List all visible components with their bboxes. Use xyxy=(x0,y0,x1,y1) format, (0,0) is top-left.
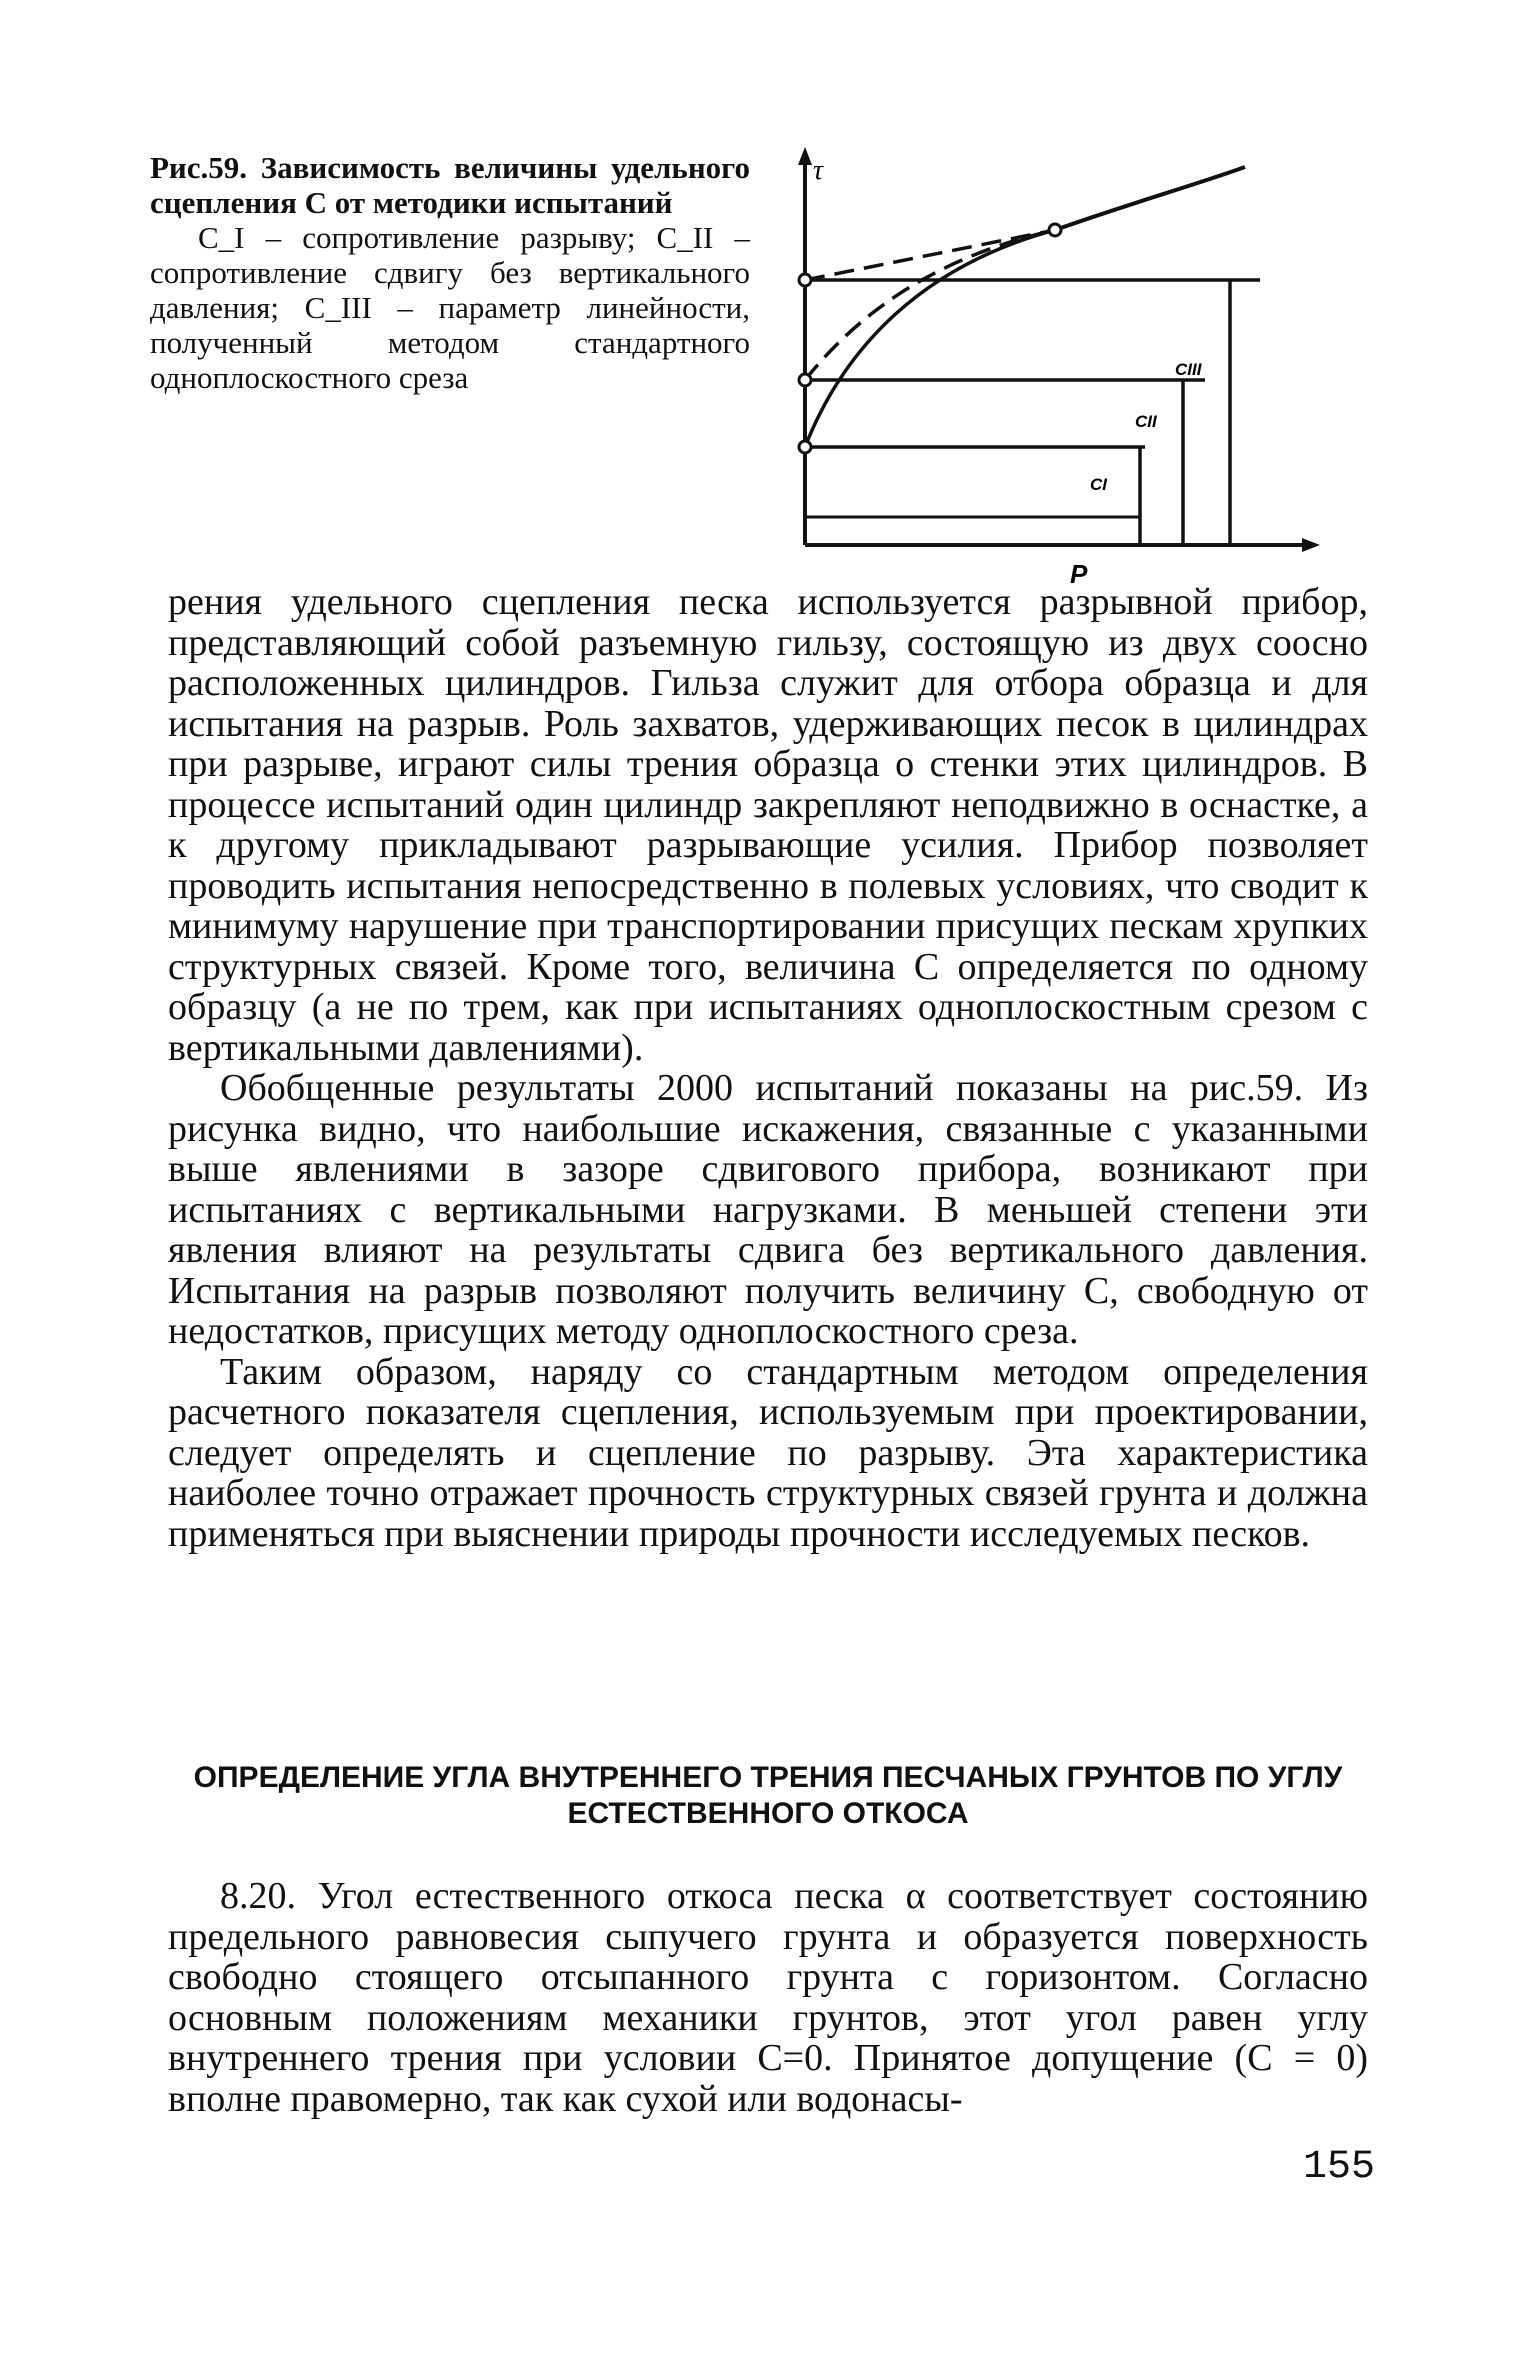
tau-axis-label: τ xyxy=(813,155,824,186)
dashed-c3 xyxy=(805,230,1055,280)
page-number: 155 xyxy=(1302,2145,1375,2190)
shear-envelope-line xyxy=(1055,167,1245,230)
caption-title: Рис.59. Зависимость величины удельного сцепления С от методики испытаний xyxy=(150,150,750,220)
c2-label: CII xyxy=(1135,412,1157,431)
c1-label: CI xyxy=(1090,475,1107,494)
figure-59 xyxy=(785,145,1345,589)
point-c3 xyxy=(799,274,811,286)
section-heading: ОПРЕДЕЛЕНИЕ УГЛА ВНУТРЕННЕГО ТРЕНИЯ ПЕСЧАНЫХ ГРУНТОВ ПО УГЛУ ЕСТЕСТВЕННОГО ОТКОСА xyxy=(193,1761,1343,1830)
cohesion-diagram xyxy=(785,145,1345,589)
figure-caption xyxy=(150,150,750,395)
p-axis-arrow xyxy=(1302,538,1320,552)
rupture-curve xyxy=(805,230,1055,447)
caption-legend: C_I – сопротивление разрыву; C_II – сопротивление сдвигу без вертикального давления; C_III – параметр линейности, полученный методом стандартного одноплоскостного среза xyxy=(150,220,750,395)
dashed-c2 xyxy=(805,230,1055,380)
paragraph-8-20: 8.20. Угол естественного откоса песка α соответствует состоянию предельного равновесия сыпучего грунта и образуется поверхность свободно стоящего отсыпанного грунта с горизонтом. Согласно основным положениям механики грунтов, этот угол равен углу внутреннего трения при условии С=0. Принятое допущение (С = 0) вполне правомерно, так как сухой или водонасы- xyxy=(168,1875,1368,2120)
section-text xyxy=(168,1876,1368,2119)
paragraph-2: Обобщенные результаты 2000 испытаний показаны на рис.59. Из рисунка видно, что наибольшие искажения, связанные с указанными выше явлениями в зазоре сдвигового прибора, возникают при испытаниях с вертикальными нагрузками. В меньшей степени эти явления влияют на результаты сдвига без вертикального давления. Испытания на разрыв позволяют получить величину С, свободную от недостатков, присущих методу одноплоскостного среза. xyxy=(168,1067,1368,1352)
p-axis-label: P xyxy=(1070,559,1088,589)
point-c1 xyxy=(799,441,811,453)
paragraph-1: рения удельного сцепления песка используется разрывной прибор, представляющий собой разъемную гильзу, состоящую из двух соосно расположенных цилиндров. Гильза служит для отбора образца и для испытания на разрыв. Роль захватов, удерживающих песок в цилиндрах при разрыве, играют силы трения образца о стенки этих цилиндров. В процессе испытаний один цилиндр закрепляют неподвижно в оснастке, а к другому прикладывают разрывающие усилия. Прибор позволяет проводить испытания непосредственно в полевых условиях, что сводит к минимуму нарушение при транспортировании присущих пескам хрупких структурных связей. Кроме того, величина С определяется по одному образцу (а не по трем, как при испытаниях одноплоскостным срезом с вертикальными давлениями). xyxy=(168,581,1368,1069)
point-c2 xyxy=(799,374,811,386)
c3-label: CIII xyxy=(1175,360,1202,379)
point-envelope xyxy=(1049,224,1061,236)
main-text xyxy=(168,582,1368,1554)
paragraph-3: Таким образом, наряду со стандартным методом определения расчетного показателя сцепления, используемым при проектировании, следует определять и сцепление по разрыву. Эта характеристика наиболее точно отражает прочность структурных связей грунта и должна применяться при выяснении природы прочности исследуемых песков. xyxy=(168,1350,1368,1555)
tau-axis-arrow xyxy=(798,147,812,165)
